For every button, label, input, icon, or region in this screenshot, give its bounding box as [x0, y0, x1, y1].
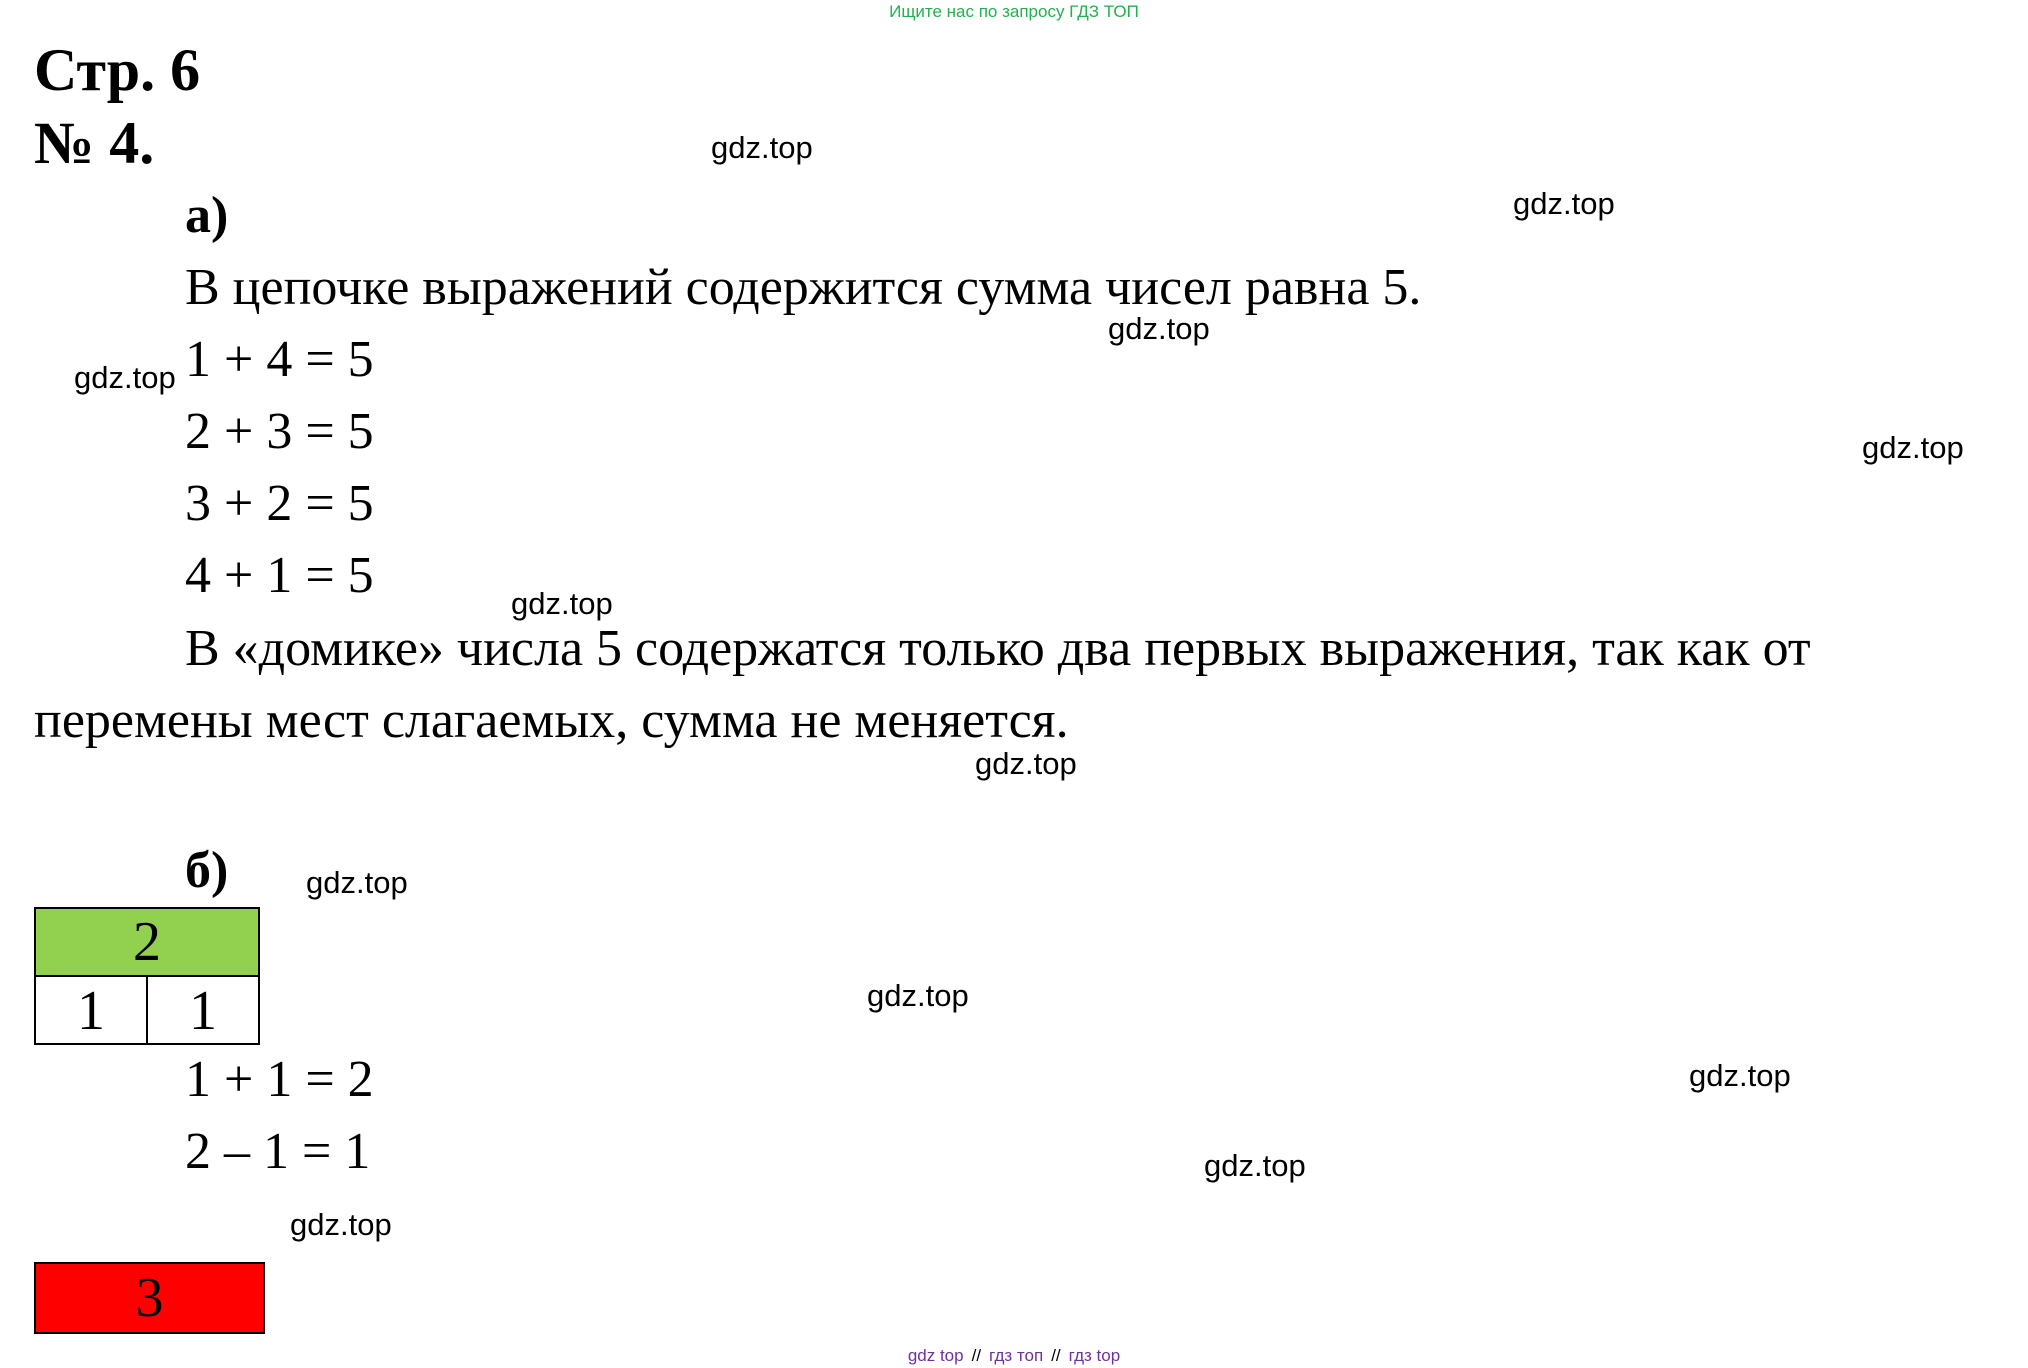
watermark: gdz.top: [1689, 1058, 1791, 1093]
watermark: gdz.top: [1513, 186, 1615, 221]
part-b-label: б): [185, 842, 229, 899]
watermark: gdz.top: [1108, 311, 1210, 346]
footer-separator: //: [1051, 1346, 1061, 1365]
watermark: gdz.top: [290, 1207, 392, 1242]
part-b-equation: 1 + 1 = 2: [185, 1051, 374, 1108]
watermark: gdz.top: [74, 360, 176, 395]
part-a-equation: 4 + 1 = 5: [185, 547, 374, 604]
part-a-conclusion: В «домике» числа 5 содержатся только два первых выражения, так как от: [185, 620, 1811, 677]
footer-separator: //: [971, 1346, 982, 1365]
watermark: gdz.top: [1204, 1148, 1306, 1183]
house-cells: [36, 977, 258, 1045]
part-a-label: а): [185, 187, 229, 244]
footer-item: гдз топ: [989, 1346, 1044, 1365]
watermark: gdz.top: [511, 586, 613, 621]
watermark: gdz.top: [867, 978, 969, 1013]
search-banner: Ищите нас по запросу ГДЗ ТОП: [889, 2, 1139, 21]
part-a-equation: 1 + 4 = 5: [185, 331, 374, 388]
number-bar: 3: [34, 1262, 265, 1334]
watermark: gdz.top: [711, 130, 813, 165]
page-title: Стр. 6: [34, 37, 201, 103]
footer: [0, 1346, 2028, 1366]
house-cell-left: 1: [77, 980, 105, 1042]
task-number: № 4.: [34, 110, 155, 176]
part-a-equation: 3 + 2 = 5: [185, 475, 374, 532]
watermark: gdz.top: [1862, 430, 1964, 465]
part-b-equation: 2 – 1 = 1: [185, 1123, 371, 1180]
part-a-equation: 2 + 3 = 5: [185, 403, 374, 460]
part-a-intro: В цепочке выражений содержится сумма чисел равна 5.: [185, 259, 1422, 316]
number-house: [34, 907, 260, 1045]
house-roof: 2: [36, 909, 258, 977]
footer-item: gdz top: [907, 1346, 964, 1365]
watermark: gdz.top: [975, 746, 1077, 781]
watermark: gdz.top: [306, 865, 408, 900]
house-cell-right: 1: [146, 977, 258, 1045]
footer-item: гдз top: [1068, 1346, 1121, 1365]
part-a-conclusion: перемены мест слагаемых, сумма не меняется.: [34, 692, 1069, 749]
